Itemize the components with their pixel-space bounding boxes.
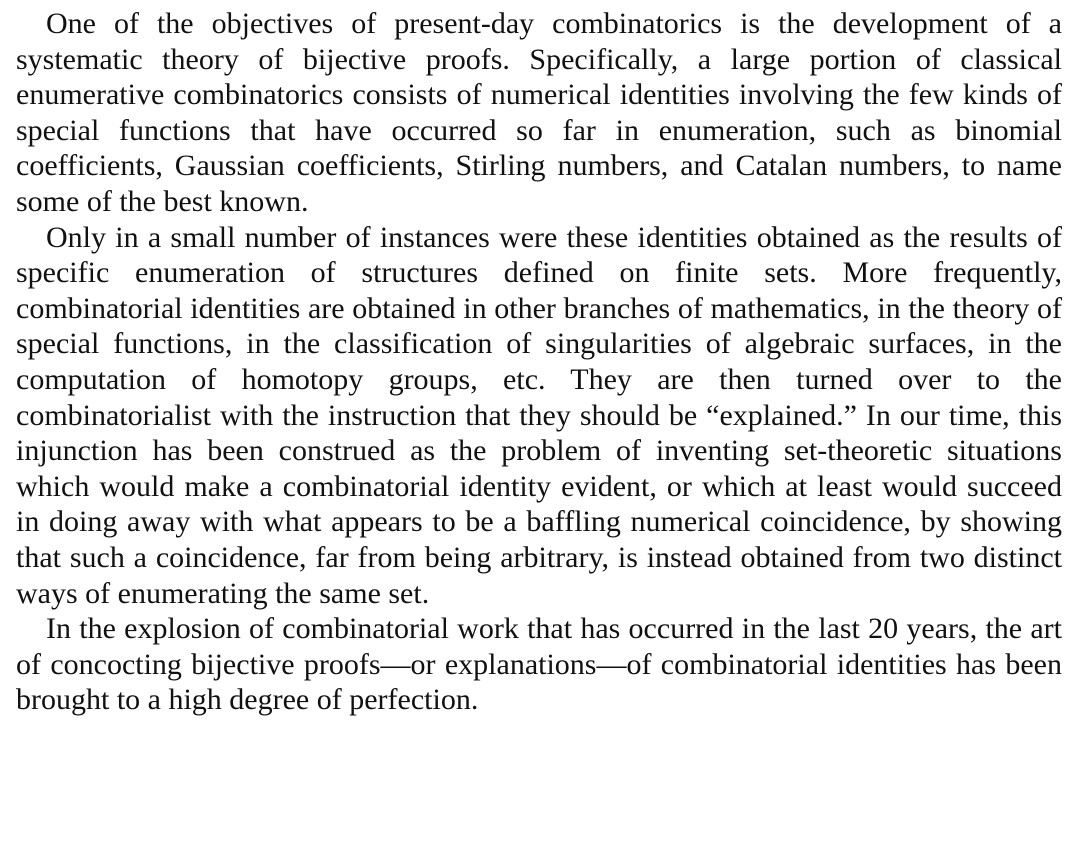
paragraph-3: In the explosion of combinatorial work that has occurred in the last 20 years, the art of concocting bijective proofs—or explanations—of combinatorial identities has been brought to a high degree of perfection.	[16, 612, 1062, 717]
paragraph-1: One of the objectives of present-day combinatorics is the development of a systematic theory of bijective proofs. Specifically, a large portion of classical enumerative combinatorics consists of numerical identities involving the few kinds of special functions that have occurred so far in enumeration, such as binomial coefficients, Gaussian coefficients, Stirling numbers, and Catalan numbers, to name some of the best known.	[16, 7, 1062, 218]
paragraph-2: Only in a small number of instances were these identities obtained as the results of specific enumeration of structures defined on finite sets. More frequently, combinatorial identities are obtained in other branches of mathematics, in the theory of special functions, in the classification of singularities of algebraic surfaces, in the computation of homotopy groups, etc. They are then turned over to the combinatorialist with the instruction that they should be “explained.” In our time, this injunction has been construed as the problem of inventing set-theoretic situations which would make a combinatorial identity evident, or which at least would succeed in doing away with what appears to be a baffling numerical coincidence, by showing that such a coincidence, far from being arbitrary, is instead obtained from two distinct ways of enumerating the same set.	[16, 220, 1062, 610]
